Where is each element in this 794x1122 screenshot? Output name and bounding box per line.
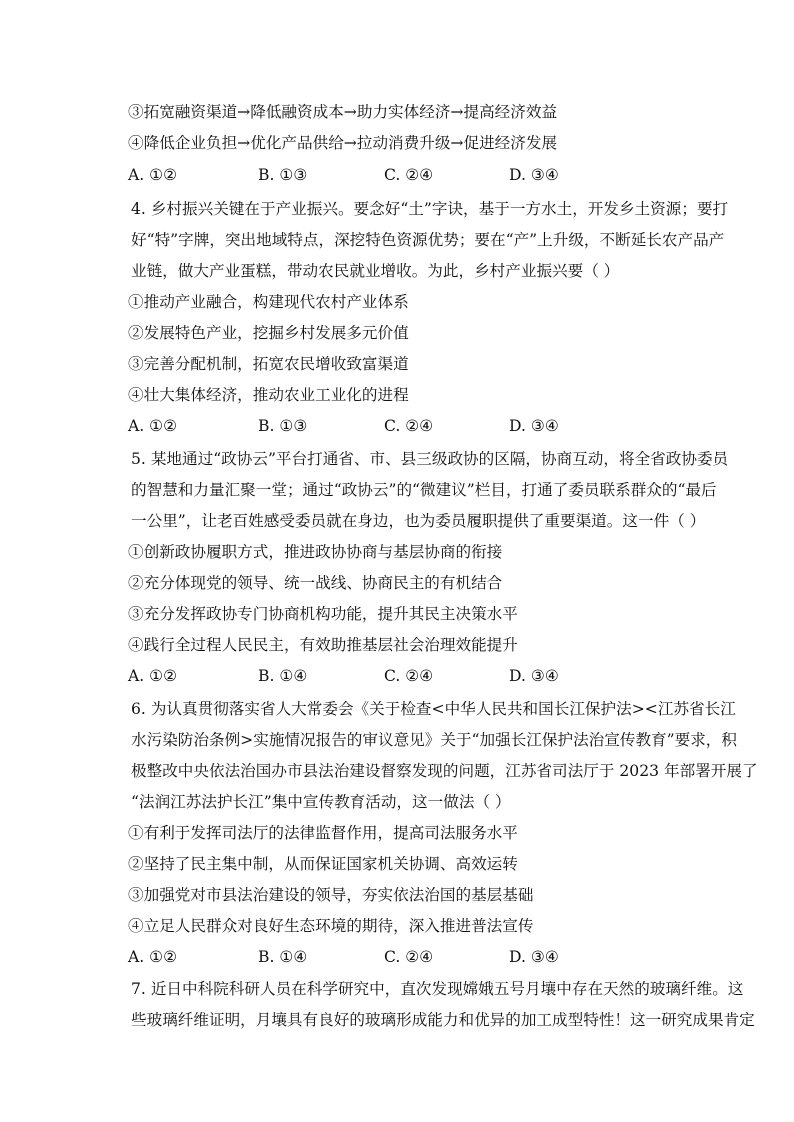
- q3-option-c: C. ②④: [384, 166, 434, 184]
- q5-item-2: ②充分体现党的领导、统一战线、协商民主的有机结合: [128, 574, 503, 592]
- q5-option-a: A. ①②: [128, 667, 178, 685]
- q4-option-b: B. ①③: [258, 417, 308, 435]
- q4-item-3: ③完善分配机制，拓宽农民增收致富渠道: [128, 355, 409, 373]
- q3-item-3: ③拓宽融资渠道→降低融资成本→助力实体经济→提高经济效益: [128, 103, 558, 121]
- q6-stem-line-1: 6. 为认真贯彻落实省人大常委会《关于检查<中华人民共和国长江保护法><江苏省长江: [131, 700, 736, 718]
- q5-stem-line-3: 一公里”，让老百姓感受委员就在身边，也为委员履职提供了重要渠道。这一件（ ）: [131, 512, 706, 530]
- q5-stem-line-2: 的智慧和力量汇聚一堂；通过“政协云”的“微建议”栏目，打通了委员联系群众的“最后: [131, 481, 717, 499]
- q5-option-b: B. ①④: [258, 667, 308, 685]
- q6-option-d: D. ③④: [509, 948, 559, 966]
- q5-option-c: C. ②④: [384, 667, 434, 685]
- q6-stem-line-3: 极整改中央依法治国办市县法治建设督察发现的问题，江苏省司法厅于 2023 年部署开展了: [131, 762, 758, 780]
- q6-item-2: ②坚持了民主集中制，从而保证国家机关协调、高效运转: [128, 855, 518, 873]
- q3-option-a: A. ①②: [128, 166, 178, 184]
- q6-stem-line-4: “法润江苏法护长江”集中宣传教育活动，这一做法（ ）: [131, 793, 511, 811]
- q6-item-1: ①有利于发挥司法厅的法律监督作用，提高司法服务水平: [128, 824, 518, 842]
- q4-option-c: C. ②④: [384, 417, 434, 435]
- q4-stem-line-1: 4. 乡村振兴关键在于产业振兴。要念好“土”字诀，基于一方水土，开发乡土资源；要打: [131, 200, 729, 218]
- q5-option-d: D. ③④: [509, 667, 559, 685]
- q5-item-4: ④践行全过程人民民主，有效助推基层社会治理效能提升: [128, 636, 518, 654]
- q6-item-4: ④立足人民群众对良好生态环境的期待，深入推进普法宣传: [128, 917, 534, 935]
- q6-stem-line-2: 水污染防治条例>实施情况报告的审议意见》关于“加强长江保护法治宣传教育”要求，积: [131, 731, 737, 749]
- q6-option-b: B. ①④: [258, 948, 308, 966]
- q7-stem-line-2: 些玻璃纤维证明，月壤具有良好的玻璃形成能力和优异的加工成型特性！这一研究成果肯定: [131, 1011, 755, 1029]
- q3-item-4: ④降低企业负担→优化产品供给→拉动消费升级→促进经济发展: [128, 134, 558, 152]
- q3-option-d: D. ③④: [509, 166, 559, 184]
- q4-stem-line-2: 好“特”字牌，突出地域特点，深挖特色资源优势；要在“产”上升级，不断延长农产品产: [131, 231, 725, 249]
- q6-option-a: A. ①②: [128, 948, 178, 966]
- q5-item-3: ③充分发挥政协专门协商机构功能，提升其民主决策水平: [128, 605, 518, 623]
- q3-option-b: B. ①③: [258, 166, 308, 184]
- q4-item-4: ④壮大集体经济，推动农业工业化的进程: [128, 386, 409, 404]
- q6-item-3: ③加强党对市县法治建设的领导，夯实依法治国的基层基础: [128, 886, 534, 904]
- q4-stem-line-3: 业链，做大产业蛋糕，带动农民就业增收。为此，乡村产业振兴要（ ）: [131, 262, 620, 280]
- q4-item-1: ①推动产业融合，构建现代农村产业体系: [128, 293, 409, 311]
- q5-item-1: ①创新政协履职方式，推进政协协商与基层协商的衔接: [128, 543, 503, 561]
- q4-item-2: ②发展特色产业，挖掘乡村发展多元价值: [128, 324, 409, 342]
- q4-option-a: A. ①②: [128, 417, 178, 435]
- q6-option-c: C. ②④: [384, 948, 434, 966]
- q5-stem-line-1: 5. 某地通过“政协云”平台打通省、市、县三级政协的区隔，协商互动，将全省政协委员: [131, 450, 729, 468]
- q4-option-d: D. ③④: [509, 417, 559, 435]
- q7-stem-line-1: 7. 近日中科院科研人员在科学研究中，直次发现嫦娥五号月壤中存在天然的玻璃纤维。这: [131, 980, 744, 998]
